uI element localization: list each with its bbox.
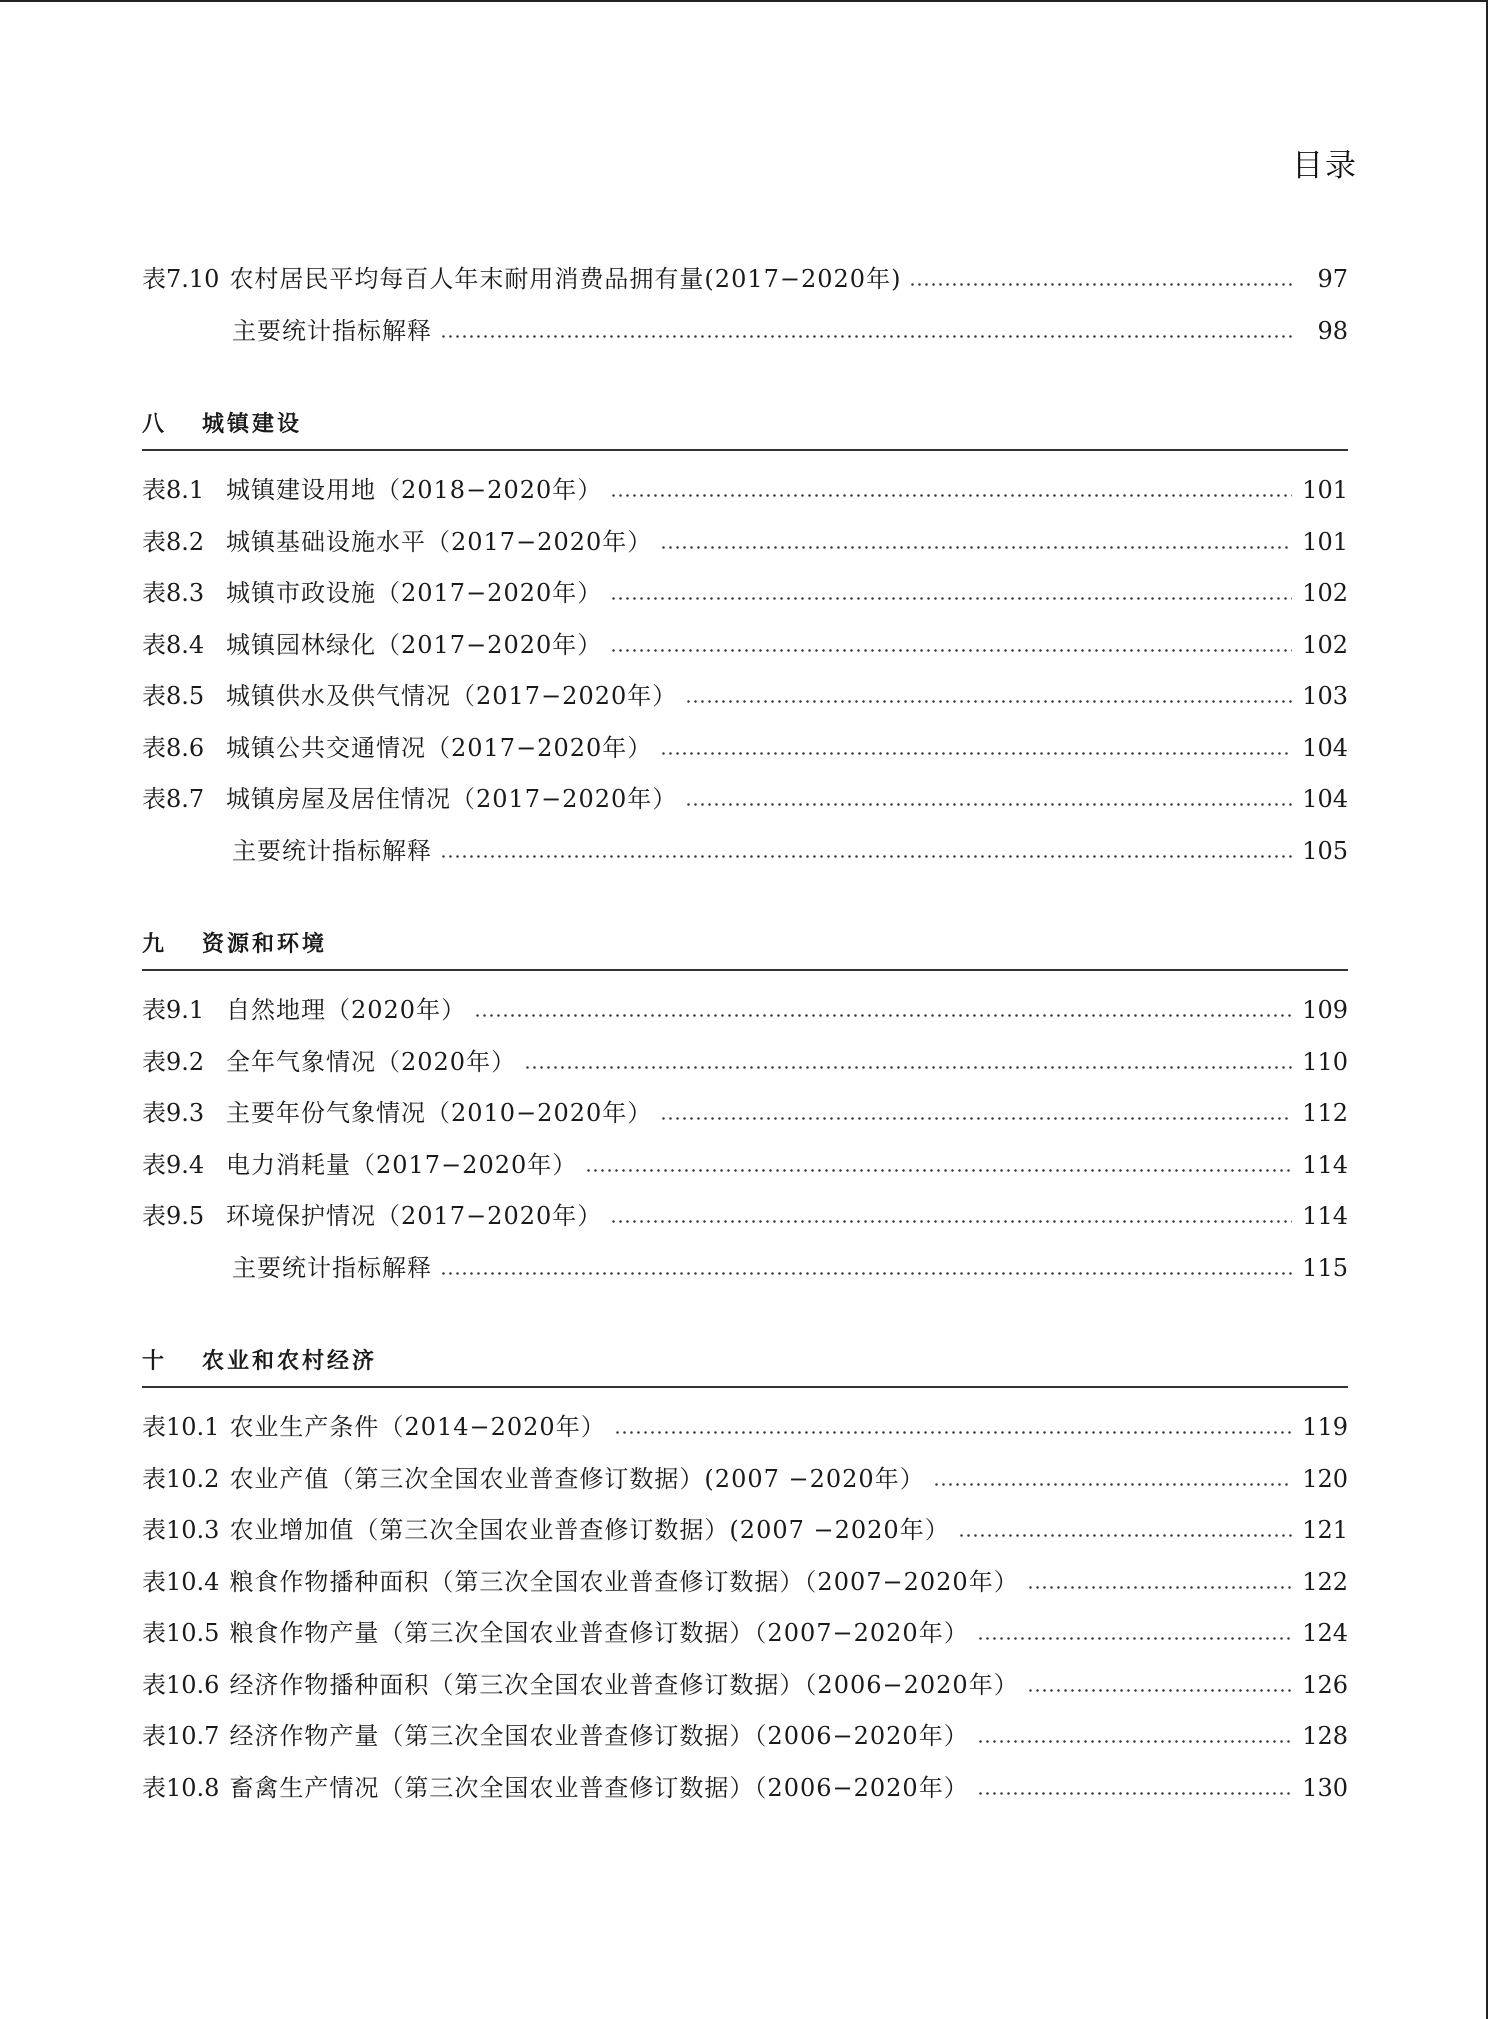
toc-section [142, 401, 1348, 877]
entry-code: 表7.10 [142, 265, 220, 293]
dot-leader [909, 263, 1292, 287]
page-top-border [0, 0, 1488, 2]
entry-title: 城镇基础设施水平（2017−2020年） [226, 527, 653, 556]
entry-title: 城镇建设用地（2018−2020年） [226, 476, 603, 504]
dot-leader [977, 1772, 1292, 1796]
entry-code: 表10.6 [142, 1670, 220, 1699]
toc-entry[interactable] [142, 1660, 1348, 1712]
toc-entry[interactable] [142, 1557, 1348, 1609]
entry-title: 主要年份气象情况（2010−2020年） [226, 1099, 653, 1127]
entry-page-number: 120 [1302, 1464, 1348, 1493]
entry-page-number: 119 [1302, 1413, 1348, 1441]
entry-title: 主要统计指标解释 [232, 1253, 432, 1282]
toc-entry[interactable] [142, 1763, 1348, 1815]
entry-code: 表8.2 [142, 527, 205, 556]
entry-code: 表9.3 [142, 1099, 205, 1127]
dot-leader [610, 1200, 1292, 1224]
dot-leader [685, 783, 1292, 807]
entry-code: 表10.3 [142, 1516, 220, 1544]
dot-leader [933, 1463, 1292, 1487]
entry-code: 表9.5 [142, 1202, 205, 1230]
entry-code: 表8.6 [142, 733, 205, 762]
toc-entry[interactable] [142, 620, 1348, 672]
table-of-contents [142, 254, 1348, 1814]
entry-page-number: 98 [1317, 316, 1348, 345]
dot-leader [685, 680, 1292, 704]
entry-title: 农业增加值（第三次全国农业普查修订数据）(2007 −2020年） [229, 1516, 950, 1544]
toc-section [142, 921, 1348, 1294]
entry-code: 表10.1 [142, 1413, 220, 1441]
section-heading [142, 401, 1348, 451]
entry-title: 全年气象情况（2020年） [226, 1047, 517, 1076]
dot-leader [1027, 1566, 1292, 1590]
dot-leader [585, 1149, 1292, 1173]
page-title: 目录 [1292, 148, 1358, 184]
toc-section [142, 1338, 1348, 1814]
toc-entry[interactable] [142, 774, 1348, 826]
entry-title: 主要统计指标解释 [232, 316, 432, 345]
entry-code: 表8.5 [142, 682, 205, 710]
entry-title: 城镇公共交通情况（2017−2020年） [226, 733, 653, 762]
entry-page-number: 103 [1302, 682, 1348, 710]
entry-title: 农村居民平均每百人年末耐用消费品拥有量(2017−2020年) [229, 265, 902, 293]
dot-leader [977, 1617, 1292, 1641]
dot-leader [440, 1252, 1292, 1276]
entry-code: 表8.7 [142, 785, 205, 813]
dot-leader [524, 1046, 1292, 1070]
section-number: 八 [142, 412, 168, 437]
entry-page-number: 105 [1302, 836, 1348, 865]
entry-page-number: 124 [1302, 1619, 1348, 1647]
entry-page-number: 102 [1302, 630, 1348, 659]
entry-title: 自然地理（2020年） [226, 996, 467, 1024]
section-heading [142, 921, 1348, 971]
entry-page-number: 114 [1302, 1202, 1348, 1230]
entry-page-number: 114 [1302, 1150, 1348, 1179]
toc-entry[interactable] [142, 1243, 1348, 1295]
dot-leader [610, 474, 1292, 498]
toc-entry[interactable] [142, 1191, 1348, 1243]
entry-code: 表10.8 [142, 1773, 220, 1802]
entry-page-number: 110 [1302, 1047, 1348, 1076]
entry-page-number: 130 [1302, 1773, 1348, 1802]
dot-leader [610, 577, 1292, 601]
entry-page-number: 128 [1302, 1722, 1348, 1750]
entry-code: 表9.4 [142, 1150, 205, 1179]
entry-page-number: 104 [1302, 785, 1348, 813]
entry-title: 主要统计指标解释 [232, 836, 432, 865]
entry-page-number: 109 [1302, 996, 1348, 1024]
dot-leader [958, 1514, 1292, 1538]
entry-title: 城镇市政设施（2017−2020年） [226, 579, 603, 607]
entry-code: 表9.1 [142, 996, 205, 1024]
entry-code: 表10.4 [142, 1567, 220, 1596]
entry-page-number: 122 [1302, 1567, 1348, 1596]
dot-leader [660, 732, 1292, 756]
entry-page-number: 102 [1302, 579, 1348, 607]
toc-entry[interactable] [142, 1454, 1348, 1506]
section-heading [142, 1338, 1348, 1388]
entry-page-number: 97 [1317, 265, 1348, 293]
entry-page-number: 104 [1302, 733, 1348, 762]
dot-leader [1027, 1669, 1292, 1693]
entry-title: 粮食作物产量（第三次全国农业普查修订数据）（2007−2020年） [229, 1619, 969, 1647]
toc-entry[interactable] [142, 1140, 1348, 1192]
section-title: 资源和环境 [202, 932, 328, 957]
entry-code: 表10.7 [142, 1722, 220, 1750]
entry-code: 表10.2 [142, 1464, 220, 1493]
dot-leader [660, 1097, 1292, 1121]
entry-code: 表9.2 [142, 1047, 205, 1076]
section-number: 十 [142, 1349, 168, 1374]
toc-entry[interactable] [142, 254, 1348, 306]
toc-entry[interactable] [142, 306, 1348, 358]
toc-entry[interactable] [142, 1088, 1348, 1140]
toc-entry[interactable] [142, 1608, 1348, 1660]
dot-leader [440, 315, 1292, 339]
entry-code: 表8.1 [142, 476, 205, 504]
entry-title: 电力消耗量（2017−2020年） [226, 1150, 578, 1179]
entry-title: 城镇供水及供气情况（2017−2020年） [226, 682, 678, 710]
section-title: 城镇建设 [202, 412, 303, 437]
entry-code: 表8.4 [142, 630, 205, 659]
entry-title: 粮食作物播种面积（第三次全国农业普查修订数据）（2007−2020年） [229, 1567, 1019, 1596]
entry-title: 经济作物播种面积（第三次全国农业普查修订数据）（2006−2020年） [229, 1670, 1019, 1699]
dot-leader [614, 1411, 1292, 1435]
toc-entry[interactable] [142, 1711, 1348, 1763]
toc-entry[interactable] [142, 723, 1348, 775]
toc-entry[interactable] [142, 1505, 1348, 1557]
entry-page-number: 115 [1302, 1253, 1348, 1282]
dot-leader [440, 835, 1292, 859]
section-number: 九 [142, 932, 168, 957]
toc-entry[interactable] [142, 1402, 1348, 1454]
toc-entry[interactable] [142, 568, 1348, 620]
entry-title: 环境保护情况（2017−2020年） [226, 1202, 603, 1230]
dot-leader [660, 526, 1292, 550]
entry-page-number: 101 [1302, 476, 1348, 504]
entry-title: 城镇房屋及居住情况（2017−2020年） [226, 785, 678, 813]
entry-title: 农业生产条件（2014−2020年） [229, 1413, 606, 1441]
toc-entry[interactable] [142, 985, 1348, 1037]
dot-leader [977, 1720, 1292, 1744]
entry-title: 经济作物产量（第三次全国农业普查修订数据）（2006−2020年） [229, 1722, 969, 1750]
entry-title: 畜禽生产情况（第三次全国农业普查修订数据）（2006−2020年） [229, 1773, 969, 1802]
entry-page-number: 112 [1302, 1099, 1348, 1127]
entry-title: 农业产值（第三次全国农业普查修订数据）(2007 −2020年） [229, 1464, 925, 1493]
toc-entry[interactable] [142, 517, 1348, 569]
toc-entry[interactable] [142, 826, 1348, 878]
dot-leader [610, 629, 1292, 653]
toc-entry[interactable] [142, 671, 1348, 723]
entry-page-number: 121 [1302, 1516, 1348, 1544]
section-title: 农业和农村经济 [202, 1349, 378, 1374]
entry-title: 城镇园林绿化（2017−2020年） [226, 630, 603, 659]
toc-entry[interactable] [142, 465, 1348, 517]
entry-code: 表10.5 [142, 1619, 220, 1647]
dot-leader [474, 994, 1292, 1018]
entry-page-number: 101 [1302, 527, 1348, 556]
entry-code: 表8.3 [142, 579, 205, 607]
toc-section [142, 254, 1348, 357]
entry-page-number: 126 [1302, 1670, 1348, 1699]
toc-entry[interactable] [142, 1037, 1348, 1089]
